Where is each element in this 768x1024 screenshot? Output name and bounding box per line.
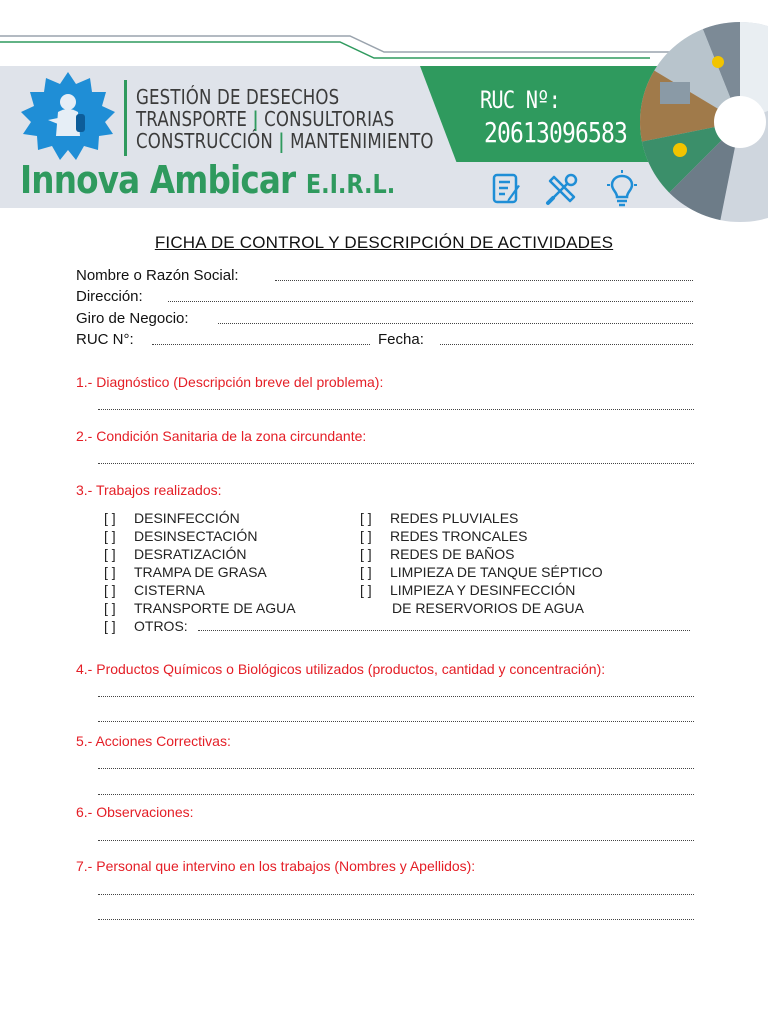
work-label: DESINSECTACIÓN: [134, 528, 258, 544]
field-label-business: Giro de Negocio:: [76, 310, 189, 327]
section-7-line-1[interactable]: [98, 894, 694, 895]
checkbox[interactable]: [ ]: [104, 564, 116, 580]
work-option-bathroom-lines[interactable]: [360, 546, 514, 562]
section-7-heading: 7.- Personal que intervino en los trabajos (Nombres y Apellidos):: [76, 858, 476, 874]
tagline-maintenance: MANTENIMIENTO: [290, 129, 434, 153]
header-decor-lines: [0, 0, 768, 70]
section-7-line-2[interactable]: [98, 919, 694, 920]
tagline-line-2: [136, 108, 394, 130]
field-label-date: Fecha:: [378, 331, 424, 348]
work-label: REDES TRONCALES: [390, 528, 528, 544]
work-label-continuation: DE RESERVORIOS DE AGUA: [392, 600, 584, 616]
field-label-address: Dirección:: [76, 288, 143, 305]
brand-suffix: E.I.R.L.: [305, 170, 396, 200]
section-4-heading: 4.- Productos Químicos o Biológicos utilizados (productos, cantidad y concentración):: [76, 661, 606, 677]
section-3-heading: 3.- Trabajos realizados:: [76, 482, 222, 498]
document-title: FICHA DE CONTROL Y DESCRIPCIÓN DE ACTIVIDADES: [154, 233, 614, 252]
work-label: LIMPIEZA DE TANQUE SÉPTICO: [390, 564, 603, 580]
field-label-name: Nombre o Razón Social:: [76, 267, 239, 284]
work-label: TRAMPA DE GRASA: [134, 564, 267, 580]
section-1-heading: 1.- Diagnóstico (Descripción breve del problema):: [76, 374, 384, 390]
tools-icon: [544, 171, 580, 207]
tagline-separator: |: [252, 107, 259, 131]
tagline-consulting: CONSULTORIAS: [264, 107, 395, 131]
other-work-line[interactable]: [198, 630, 690, 631]
section-6-heading: 6.- Observaciones:: [76, 804, 194, 820]
checkbox[interactable]: [ ]: [104, 510, 116, 526]
checkbox[interactable]: [ ]: [360, 582, 372, 598]
work-option-grease-trap[interactable]: [104, 564, 267, 580]
checkbox[interactable]: [ ]: [104, 546, 116, 562]
ruc-label: RUC Nº:: [480, 86, 561, 114]
section-6-line[interactable]: [98, 840, 694, 841]
work-option-septic-tank[interactable]: [360, 564, 603, 580]
work-label: TRANSPORTE DE AGUA: [134, 600, 296, 616]
field-label-ruc: RUC N°:: [76, 331, 134, 348]
tagline-separator: |: [278, 129, 285, 153]
tagline-divider: [124, 80, 127, 156]
tagline-construction: CONSTRUCCIÓN: [136, 129, 273, 153]
checkbox[interactable]: [ ]: [104, 528, 116, 544]
work-option-insect-control[interactable]: [104, 528, 257, 544]
work-label: REDES PLUVIALES: [390, 510, 519, 526]
field-line-address[interactable]: [168, 301, 693, 302]
checkbox[interactable]: [ ]: [360, 528, 372, 544]
work-label: DESINFECCIÓN: [134, 510, 240, 526]
section-1-line[interactable]: [98, 409, 694, 410]
tagline-waste: GESTIÓN DE DESECHOS: [136, 85, 340, 109]
field-line-name[interactable]: [275, 280, 693, 281]
work-option-reservoir-cleaning[interactable]: [360, 582, 575, 598]
work-option-other[interactable]: [104, 618, 188, 634]
checkbox[interactable]: [ ]: [104, 618, 116, 634]
work-option-storm-drains[interactable]: [360, 510, 518, 526]
checklist-icon: [490, 172, 524, 206]
section-5-heading: 5.- Acciones Correctivas:: [76, 733, 231, 749]
lightbulb-icon: [604, 170, 640, 208]
section-2-line[interactable]: [98, 463, 694, 464]
company-logo-icon: [18, 70, 118, 164]
section-4-line-1[interactable]: [98, 696, 694, 697]
field-line-business[interactable]: [218, 323, 693, 324]
field-line-date[interactable]: [440, 344, 693, 345]
work-label: LIMPIEZA Y DESINFECCIÓN: [390, 582, 576, 598]
work-label: DESRATIZACIÓN: [134, 546, 247, 562]
work-label: OTROS:: [134, 618, 188, 634]
section-5-line-2[interactable]: [98, 794, 694, 795]
checkbox[interactable]: [ ]: [360, 546, 372, 562]
work-option-cistern[interactable]: [104, 582, 205, 598]
checkbox[interactable]: [ ]: [104, 582, 116, 598]
ruc-number: 20613096583: [484, 116, 628, 149]
section-4-line-2[interactable]: [98, 721, 694, 722]
brand-main: Innova Ambicar: [20, 158, 296, 202]
checkbox[interactable]: [ ]: [360, 510, 372, 526]
work-option-trunk-lines[interactable]: [360, 528, 527, 544]
section-2-heading: 2.- Condición Sanitaria de la zona circundante:: [76, 428, 367, 444]
tagline-line-1: [136, 86, 339, 108]
tagline-transport: TRANSPORTE: [136, 107, 248, 131]
brand-name: [20, 158, 395, 202]
work-label: CISTERNA: [134, 582, 205, 598]
work-label: REDES DE BAÑOS: [390, 546, 515, 562]
work-option-rodent-control[interactable]: [104, 546, 247, 562]
checkbox[interactable]: [ ]: [360, 564, 372, 580]
field-line-ruc[interactable]: [152, 344, 370, 345]
work-option-disinfection[interactable]: [104, 510, 240, 526]
checkbox[interactable]: [ ]: [104, 600, 116, 616]
work-option-water-transport[interactable]: [104, 600, 296, 616]
section-5-line-1[interactable]: [98, 768, 694, 769]
tagline-line-3: [136, 130, 434, 152]
